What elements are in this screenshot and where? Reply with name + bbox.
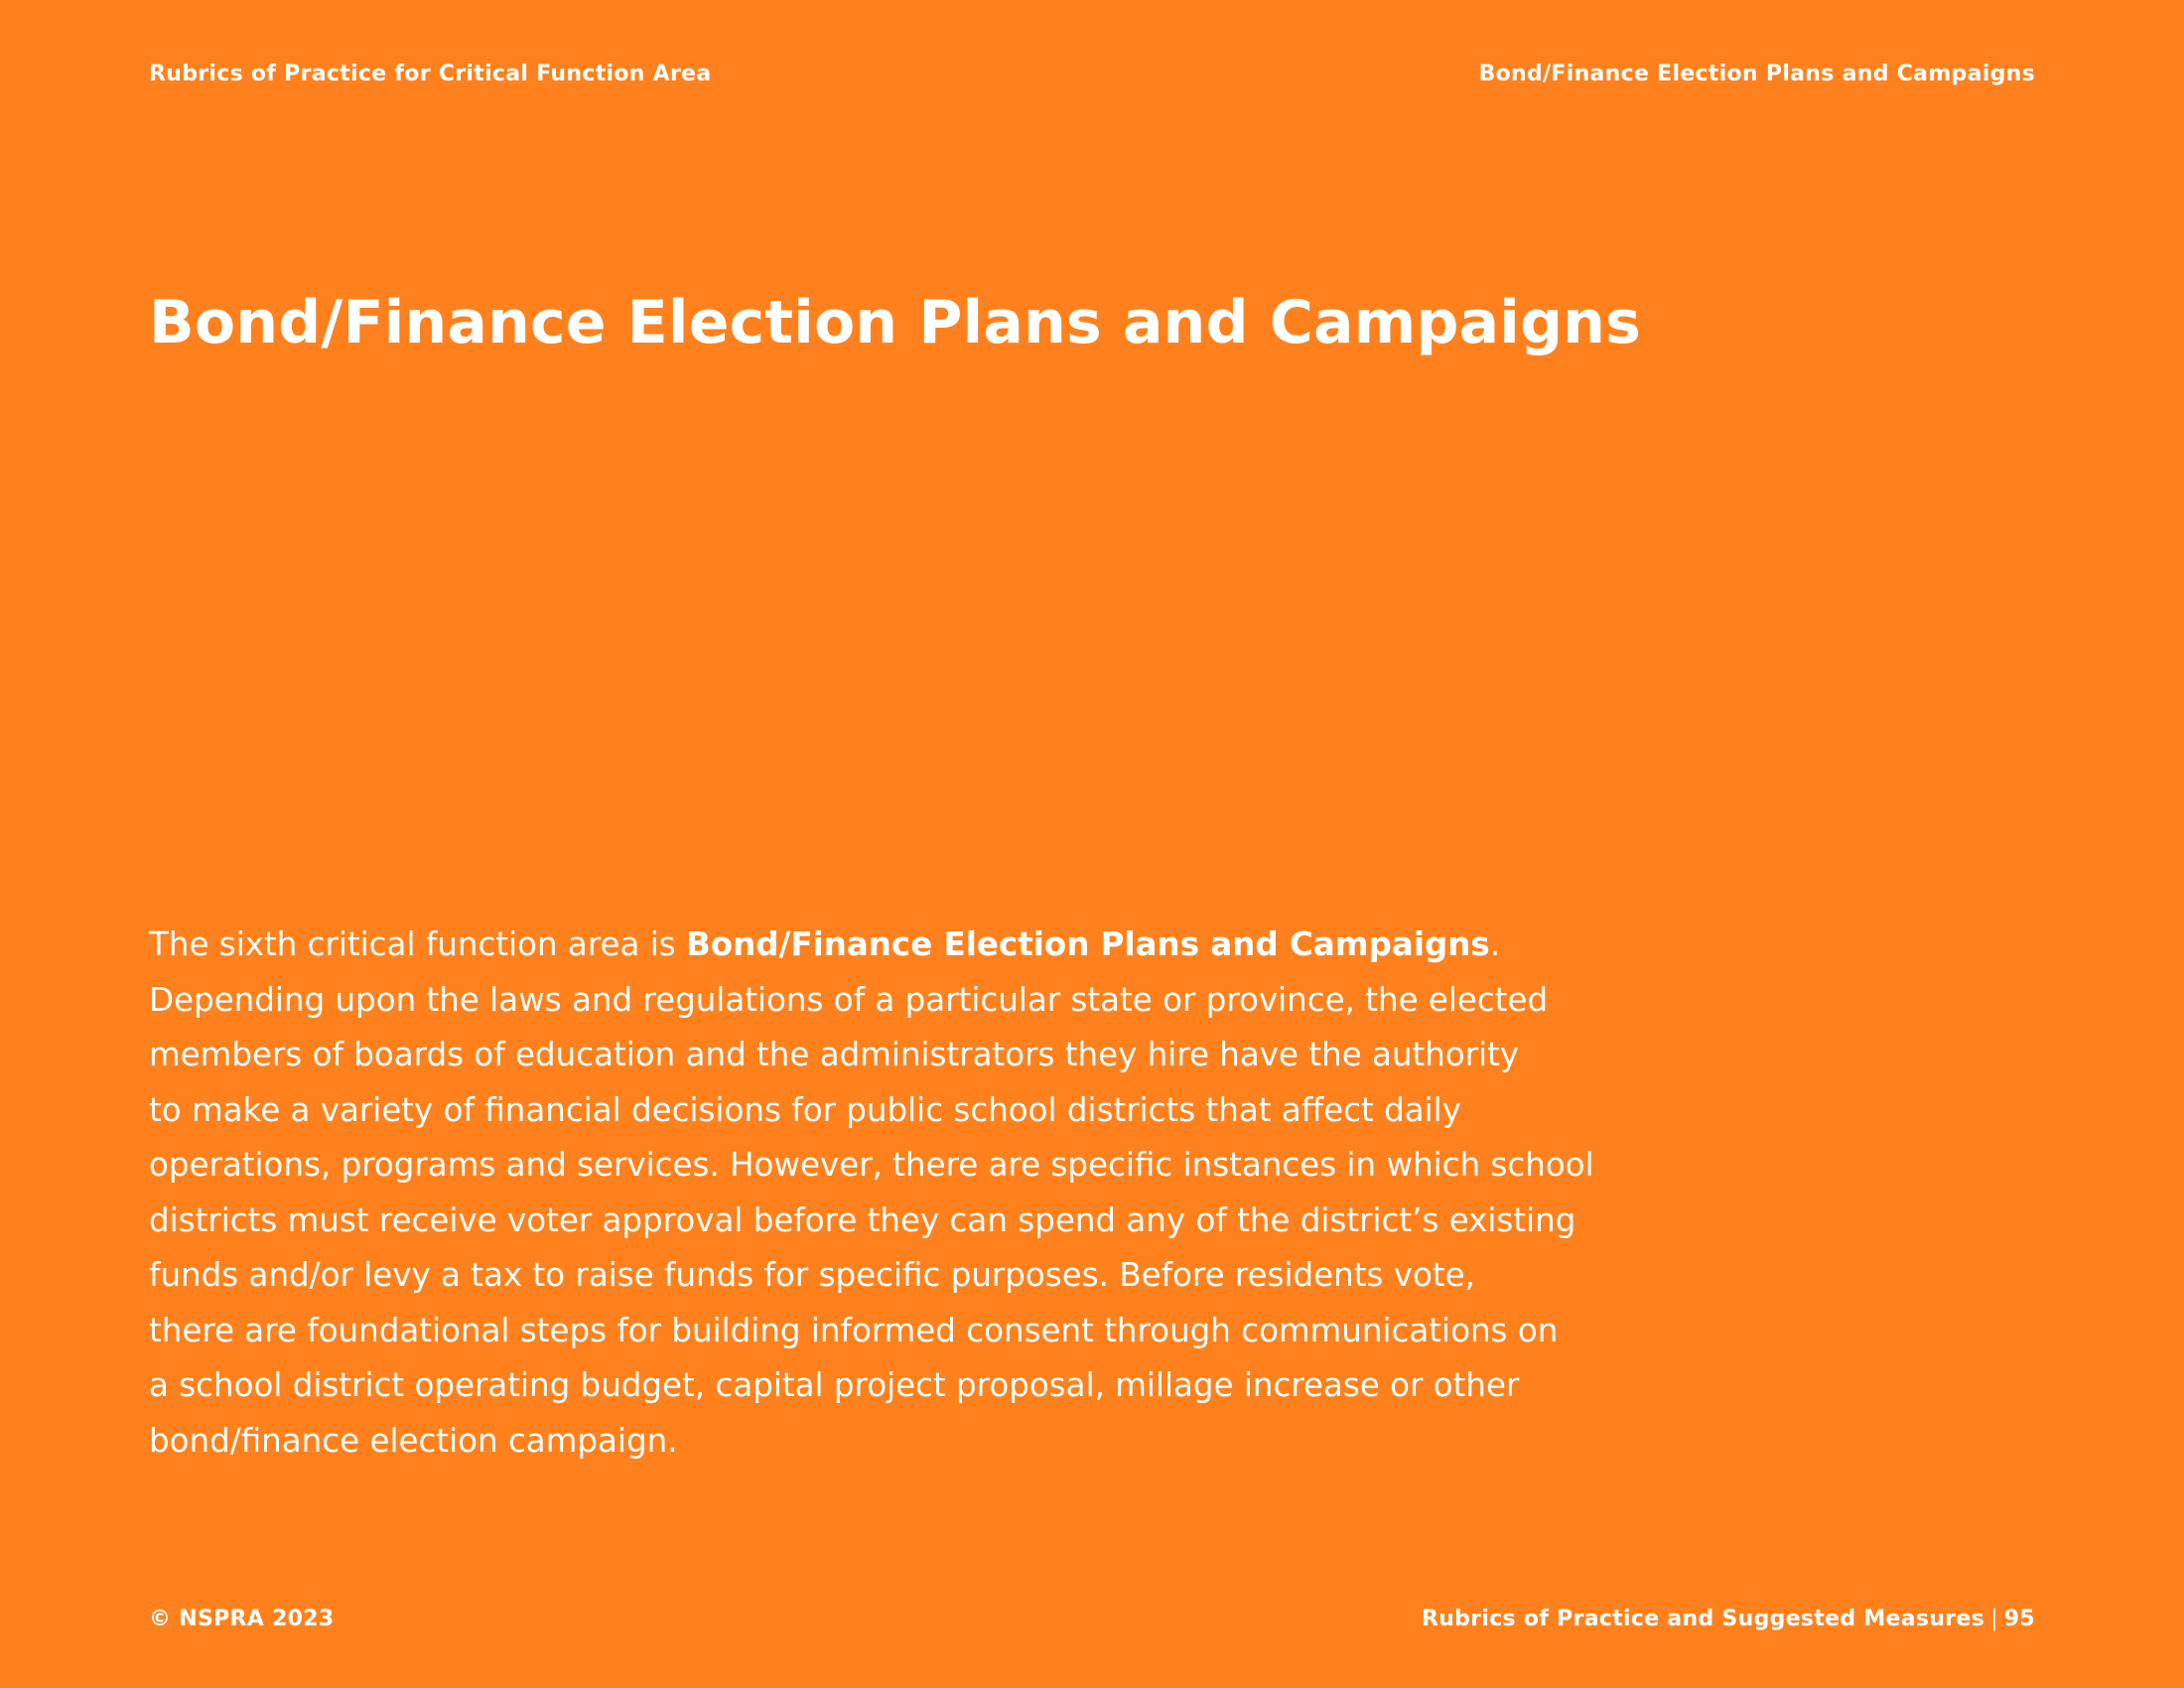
intro-suffix: . bbox=[1489, 925, 1501, 963]
body-line: districts must receive voter approval before they can spend any of the district’s existing bbox=[149, 1200, 1576, 1239]
body-line: Depending upon the laws and regulations of a particular state or province, the elected bbox=[149, 980, 1549, 1019]
body-line: funds and/or levy a tax to raise funds for specific purposes. Before residents vote, bbox=[149, 1256, 1475, 1294]
body-line: to make a variety of financial decisions for public school districts that affect daily bbox=[149, 1090, 1461, 1129]
body-line-intro bbox=[149, 917, 1598, 973]
footer-doc-title: Rubrics of Practice and Suggested Measures bbox=[1421, 1607, 1985, 1631]
intro-prefix: The sixth critical function area is bbox=[149, 925, 687, 963]
intro-bold-term: Bond/Finance Election Plans and Campaigns bbox=[686, 925, 1490, 963]
copyright-footer: © NSPRA 2023 bbox=[149, 1607, 335, 1631]
body-line: bond/finance election campaign. bbox=[149, 1421, 678, 1460]
page-title: Bond/Finance Election Plans and Campaigns bbox=[149, 288, 1642, 357]
running-header-left: Rubrics of Practice for Critical Function Area bbox=[149, 62, 712, 86]
body-line: there are foundational steps for building informed consent through communications on bbox=[149, 1311, 1559, 1349]
running-header-right: Bond/Finance Election Plans and Campaigns bbox=[1478, 62, 2035, 86]
footer-right bbox=[1422, 1607, 2035, 1631]
body-line: members of boards of education and the administrators they hire have the authority bbox=[149, 1036, 1520, 1073]
body-paragraph bbox=[149, 917, 1598, 1469]
body-line: a school district operating budget, capital project proposal, millage increase or other bbox=[149, 1366, 1520, 1404]
page-number: 95 bbox=[2003, 1607, 2035, 1631]
body-line: operations, programs and services. However, there are specific instances in which school bbox=[149, 1146, 1594, 1184]
footer-separator: | bbox=[1990, 1607, 1998, 1631]
